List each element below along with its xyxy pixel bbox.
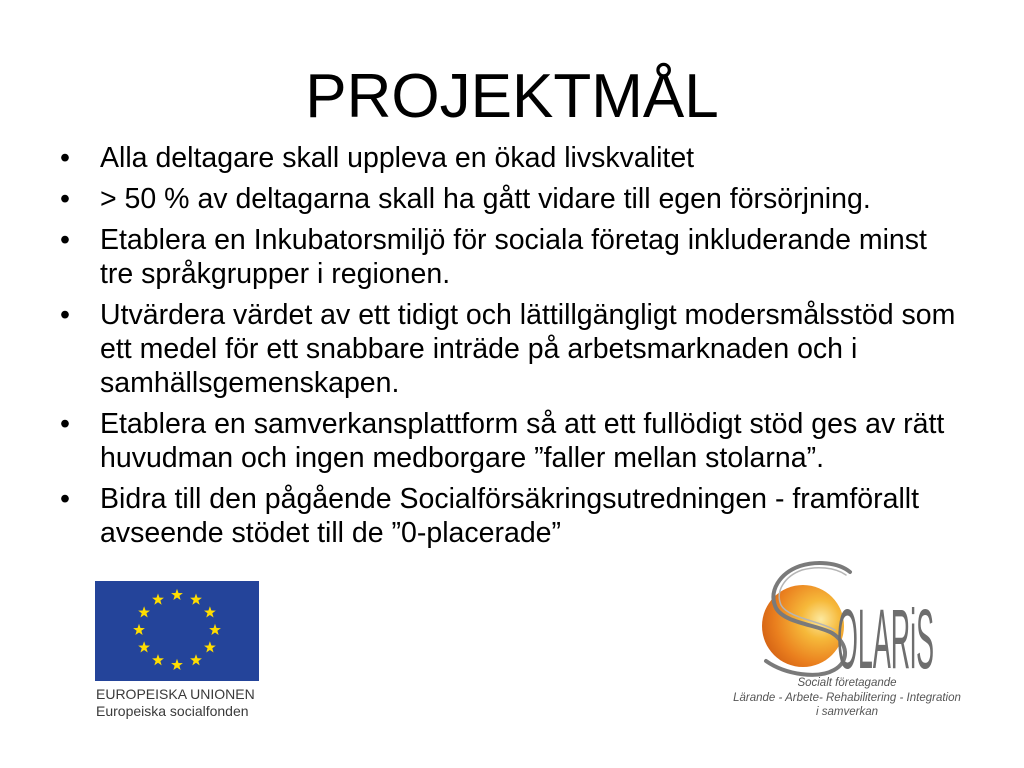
solaris-tagline-1: Socialt företagande	[797, 677, 897, 689]
solaris-wordmark: OLARiS	[837, 592, 934, 678]
solaris-logo	[740, 553, 970, 678]
bullet-text-line: huvudman och ingen medborgare ”faller mellan stolarna”.	[100, 442, 824, 474]
bullet-marker: •	[60, 224, 70, 256]
bullet-item	[60, 482, 1000, 550]
bullet-text-line: Alla deltagare skall uppleva en ökad livskvalitet	[100, 142, 695, 174]
bullet-item	[60, 223, 1000, 291]
bullet-text-line: ett medel för ett snabbare inträde på arbetsmarknaden och i	[100, 333, 858, 365]
bullet-item	[60, 298, 1000, 400]
eu-flag-icon	[95, 581, 259, 681]
bullet-marker: •	[60, 142, 70, 174]
eu-logo-name: EUROPEISKA UNIONEN	[96, 686, 255, 702]
eu-logo-fund: Europeiska socialfonden	[96, 703, 249, 719]
bullet-text-line: Etablera en Inkubatorsmiljö för sociala företag inkluderande minst	[100, 224, 927, 256]
solaris-tagline-2: Lärande - Arbete- Rehabilitering - Integration	[733, 691, 961, 704]
slide-title: PROJEKTMÅL	[305, 62, 719, 131]
bullet-text-line: > 50 % av deltagarna skall ha gått vidare till egen försörjning.	[100, 183, 871, 215]
bullet-text-line: tre språkgrupper i regionen.	[100, 258, 451, 290]
bullet-text-line: Bidra till den pågående Socialförsäkringsutredningen - framförallt	[100, 483, 920, 515]
bullet-list	[60, 141, 1000, 550]
bullet-item	[60, 182, 1000, 216]
bullet-marker: •	[60, 483, 70, 515]
bullet-marker: •	[60, 183, 70, 215]
bullet-text-line: samhällsgemenskapen.	[100, 367, 400, 399]
eu-logo-text	[96, 686, 255, 720]
bullet-item	[60, 141, 1000, 175]
bullet-marker: •	[60, 299, 70, 331]
bullet-text-line: Etablera en samverkansplattform så att ett fullödigt stöd ges av rätt	[100, 408, 945, 440]
bullet-item	[60, 407, 1000, 475]
bullet-marker: •	[60, 408, 70, 440]
solaris-tagline-3: i samverkan	[816, 706, 878, 718]
bullet-text-line: Utvärdera värdet av ett tidigt och lättillgängligt modersmålsstöd som	[100, 299, 956, 331]
bullet-text-line: avseende stödet till de ”0-placerade”	[100, 517, 562, 549]
solaris-tagline	[727, 676, 967, 720]
